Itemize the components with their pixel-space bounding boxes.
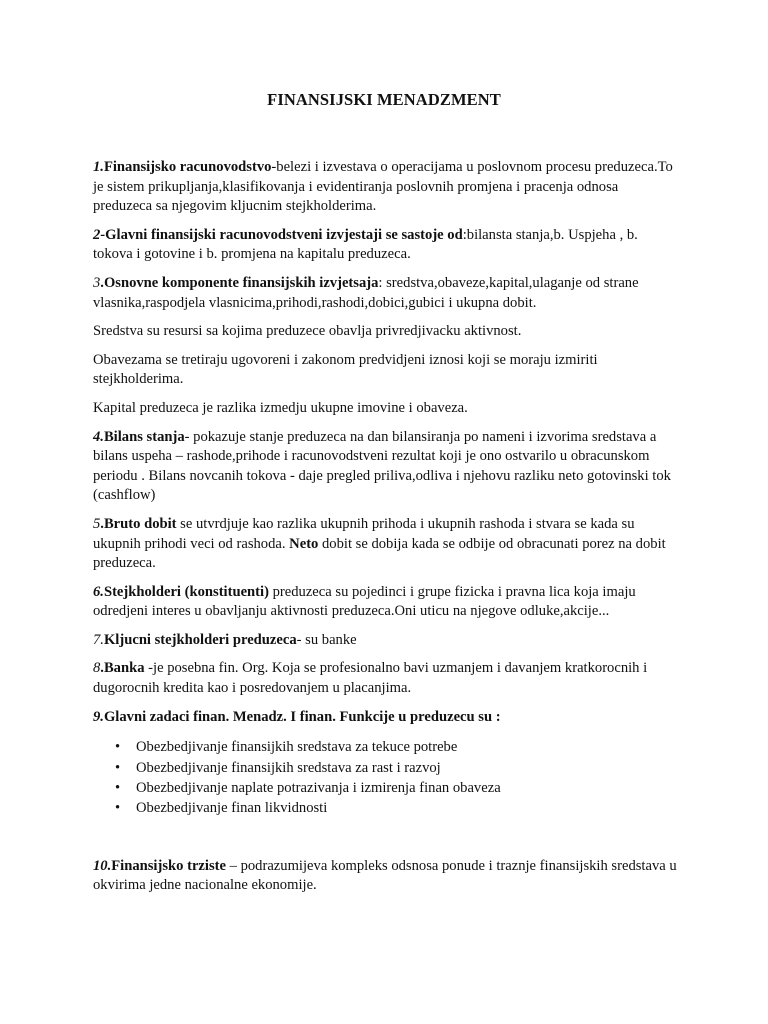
paragraph-1 (93, 158, 678, 217)
item-number: 6. (93, 583, 104, 600)
list-item (115, 758, 678, 778)
list-item (115, 778, 678, 798)
list-item-text: Obezbedjivanje finansijkih sredstava za rast i razvoj (136, 759, 441, 776)
definition: - pokazuje stanje preduzeca na dan bilansiranja po nameni i izvorima sredstava a bilans uspeha – rashode,prihode i racunovodstveni rezultat koji je ono ostvarilo u obracunskom periodu . Bilans novcanih tokova - daje pregled priliva,odliva i njehovu razliku neto gotovinski tok (cashflow) (93, 428, 671, 504)
bullet-icon: • (115, 739, 121, 756)
paragraph-6 (93, 583, 678, 622)
paragraph-2 (93, 226, 678, 265)
paragraph-liabilities: Obavezama se tretiraju ugovoreni i zakonom predvidjeni iznosi koji se moraju izmiriti stejkholderima. (93, 351, 598, 388)
definition: preduzeca su pojedinci i grupe fizicka i pravna lica koja imaju odredjeni interes u obavljanju aktivnosti preduzeca.Oni uticu na njegove odluke,akcije... (93, 583, 636, 620)
item-number: 3 (93, 274, 101, 291)
term: Stejkholderi (konstituenti) (103, 583, 269, 600)
paragraph-capital: Kapital preduzeca je razlika izmedju ukupne imovine i obaveza. (93, 399, 468, 416)
term: .Osnovne komponente finansijskih izvjetsaja (100, 274, 379, 291)
term: .Banka (100, 660, 145, 677)
term: Kljucni stejkholderi preduzeca (103, 631, 297, 648)
list-item-text: Obezbedjivanje finansijkih sredstava za tekuce potrebe (136, 739, 458, 756)
paragraph-9 (93, 708, 678, 728)
item-number: 5 (93, 515, 101, 532)
definition: – podrazumijeva kompleks odsnosa ponude i traznje finansijskih sredstava u okvirima jedne nacionalne ekonomije. (93, 857, 677, 894)
item-number: 8 (93, 660, 101, 677)
document-title: FINANSIJSKI MENADZMENT (267, 90, 501, 109)
paragraph-5 (93, 515, 678, 574)
bullet-icon: • (115, 759, 121, 776)
definition: -belezi i izvestava o operacijama u poslovnom procesu preduzeca.To je sistem prikupljanja,klasifikovanja i evidentiranja poslovnih promjena i pracenja odnosa preduzeca sa njegovim kljucnim stejkholderima. (93, 159, 673, 215)
definition: : sredstva,obaveze,kapital,ulaganje od strane vlasnika,raspodjela vlasnicima,prihodi,rashodi,dobici,gubici i ukupna dobit. (93, 274, 639, 311)
definition: - su banke (296, 631, 357, 648)
term: -Glavni finansijski racunovodstveni izvjestaji se sastoje od (100, 226, 463, 243)
list-item (115, 737, 678, 757)
term: Finansijsko trziste (111, 857, 226, 874)
paragraph-assets: Sredstva su resursi sa kojima preduzece obavlja privredjivacku aktivnost. (93, 323, 522, 340)
paragraph-8 (93, 659, 678, 698)
definition: se utvrdjuje kao razlika ukupnih prihoda i ukupnih rashoda i stvara se kada su ukupnih prihodi veci od rashoda. (93, 515, 635, 552)
term: Glavni zadaci finan. Menadz. I finan. Funkcije u preduzecu su : (103, 708, 501, 725)
definition-net: dobit se dobija kada se odbije od obracunati porez na dobit preduzeca. (93, 535, 666, 572)
paragraph-7 (93, 631, 678, 651)
definition: -je posebna fin. Org. Koja se profesionalno bavi uzmanjem i davanjem kratkorocnih i dugorocnih kredita kao i posredovanjem u placanjima. (93, 660, 648, 697)
item-number: 2 (93, 226, 101, 243)
item-number: 7. (93, 631, 104, 648)
list-item-text: Obezbedjivanje naplate potrazivanja i izmirenja finan obaveza (136, 780, 501, 797)
list-item-text: Obezbedjivanje finan likvidnosti (136, 800, 328, 817)
paragraph-10 (93, 857, 678, 896)
spacer (93, 819, 678, 857)
item-number: 1. (93, 159, 104, 175)
term-net: Neto (289, 535, 319, 552)
term: .Bruto dobit (100, 515, 177, 532)
tasks-list (93, 737, 678, 819)
term: Finansijsko racunovodstvo (103, 159, 272, 175)
bullet-icon: • (115, 780, 121, 797)
term: Bilans stanja (103, 428, 185, 445)
document-body (93, 158, 678, 905)
item-number: 4. (93, 428, 104, 445)
paragraph-4 (93, 428, 678, 506)
list-item (115, 798, 678, 818)
bullet-icon: • (115, 800, 121, 817)
definition: :bilansta stanja,b. Uspjeha , b. tokova i gotovine i b. promjena na kapitalu preduzeca. (93, 226, 638, 263)
paragraph-3 (93, 274, 678, 313)
item-number: 10. (93, 857, 112, 874)
item-number: 9. (93, 708, 104, 725)
